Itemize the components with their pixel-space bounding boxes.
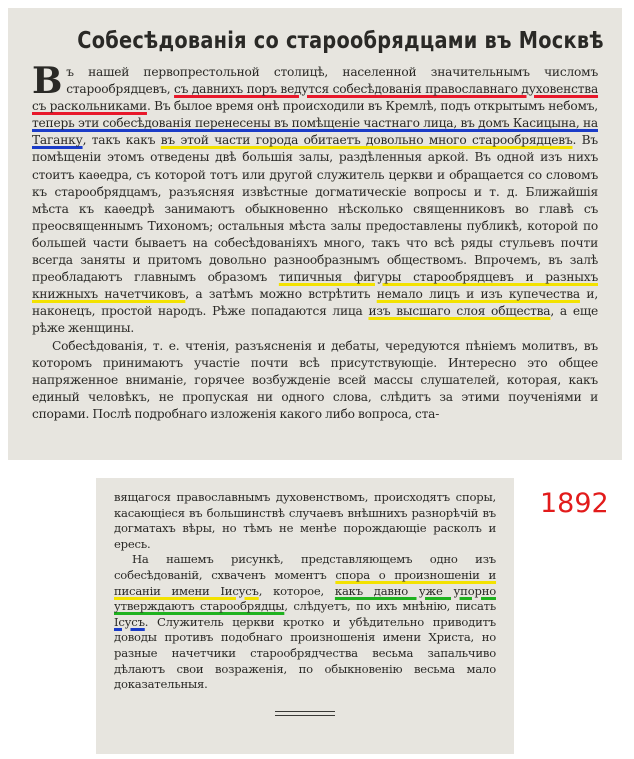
paragraph-4 <box>114 552 496 692</box>
text-run: и, наконецъ, простой народъ. Рѣже попадаются лица <box>32 287 598 319</box>
text-run: . Служитель церкви кротко и убѣдительно приводитъ доводы противъ подобнаго произношенія имени Христа, но разные начетчики старообрядчества весьма запальчиво дѣлаютъ свои возраженія, по обыкновенію весьма мало доказательныя. <box>114 614 496 692</box>
highlight-green: какъ давно уже упорно утверждаютъ старообрядцы <box>114 583 496 614</box>
text-run: . Въ былое время онѣ происходили въ Кремлѣ, подъ открытымъ небомъ, <box>146 99 598 114</box>
year-annotation: 1892 <box>540 488 609 519</box>
text-run: , а затѣмъ можно встрѣтить <box>185 287 377 302</box>
paragraph-1 <box>32 60 599 338</box>
highlight-yellow: изъ высшаго слоя общества <box>368 304 551 319</box>
text-run: ъ нашей первопрестольной столицѣ, населенной значительнымъ числомъ старообрядцевъ, <box>66 65 598 97</box>
highlight-yellow: въ этой части города обитаетъ довольно много старообрядцевъ <box>160 133 573 148</box>
paragraph-3: вящагося православнымъ духовенствомъ, происходятъ споры, касающіеся въ большинствѣ случаевъ внѣшнихъ разнорѣчій въ догматахъ вѣры, но тѣмъ не менѣе порождающіе расколъ и ересь. <box>114 490 496 551</box>
text-run: На нашемъ рисункѣ, представляющемъ одно изъ собесѣдованій, схваченъ моментъ <box>114 552 496 582</box>
article-title: Собесѣдованія со старообрядцами въ Москвѣ <box>77 28 604 54</box>
highlight-yellow: типичныя фигуры старообрядцевъ и разныхъ книжныхъ начетчиковъ <box>32 270 598 302</box>
drop-cap: В <box>32 60 63 102</box>
text-run: , которое, <box>258 583 335 598</box>
text-run: , а еще рѣже женщины. <box>32 304 598 336</box>
article-page-top <box>8 8 622 460</box>
end-rule <box>275 711 335 716</box>
text-run: . Въ помѣщеніи этомъ отведены двѣ большія залы, раздѣленныя аркой. Въ одной изъ нихъ стоитъ каѳедра, съ которой тотъ или другой служитель церкви и обращается со словомъ къ старообрядцамъ, разъясняя извѣстные догматическіе вопросы и т. д. Ближайшія мѣста къ каѳедрѣ занимаютъ обыкновенно нѣсколько священниковъ во главѣ съ преосвященнымъ Тихономъ; остальныя мѣста залы предоставлены публикѣ, которой по большей части бываетъ на собесѣдованіяхъ много, такъ что всѣ ряды стульевъ почти всегда заняты и притомъ довольно разнообразнымъ обществомъ. Впрочемъ, въ залѣ преобладаютъ главнымъ образомъ <box>32 133 598 285</box>
highlight-red: съ давнихъ поръ ведутся собесѣдованія православнаго духовенства съ раскольниками <box>32 82 599 114</box>
highlight-blue: Ісусъ <box>114 614 145 629</box>
text-run: , слѣдуетъ, по ихъ мнѣнію, писать <box>284 599 497 614</box>
text-run: , такъ какъ <box>82 133 161 148</box>
paragraph-2: Собесѣдованія, т. е. чтенія, разъясненія и дебаты, чередуются пѣніемъ молитвъ, въ которомъ принимаютъ участіе почти всѣ присутствующіе. Интересно это общее напряженное вниманіе, горячее возбужденіе всей массы слушателей, которая, какъ единый человѣкъ, не пропуская ни одного слова, слѣдитъ за этими поученіями и спорами. Послѣ подробнаго изложенія какого либо вопроса, ста- <box>32 338 598 421</box>
article-page-bottom <box>96 478 514 754</box>
highlight-blue: теперь эти собесѣдованія перенесены въ помѣщеніе частнаго лица, въ домъ Касицына, на Таганку <box>32 116 598 148</box>
highlight-yellow: немало лицъ и изъ купечества <box>376 287 580 302</box>
highlight-yellow: спора о произношеніи и писаніи имени Іисусъ <box>114 567 497 598</box>
